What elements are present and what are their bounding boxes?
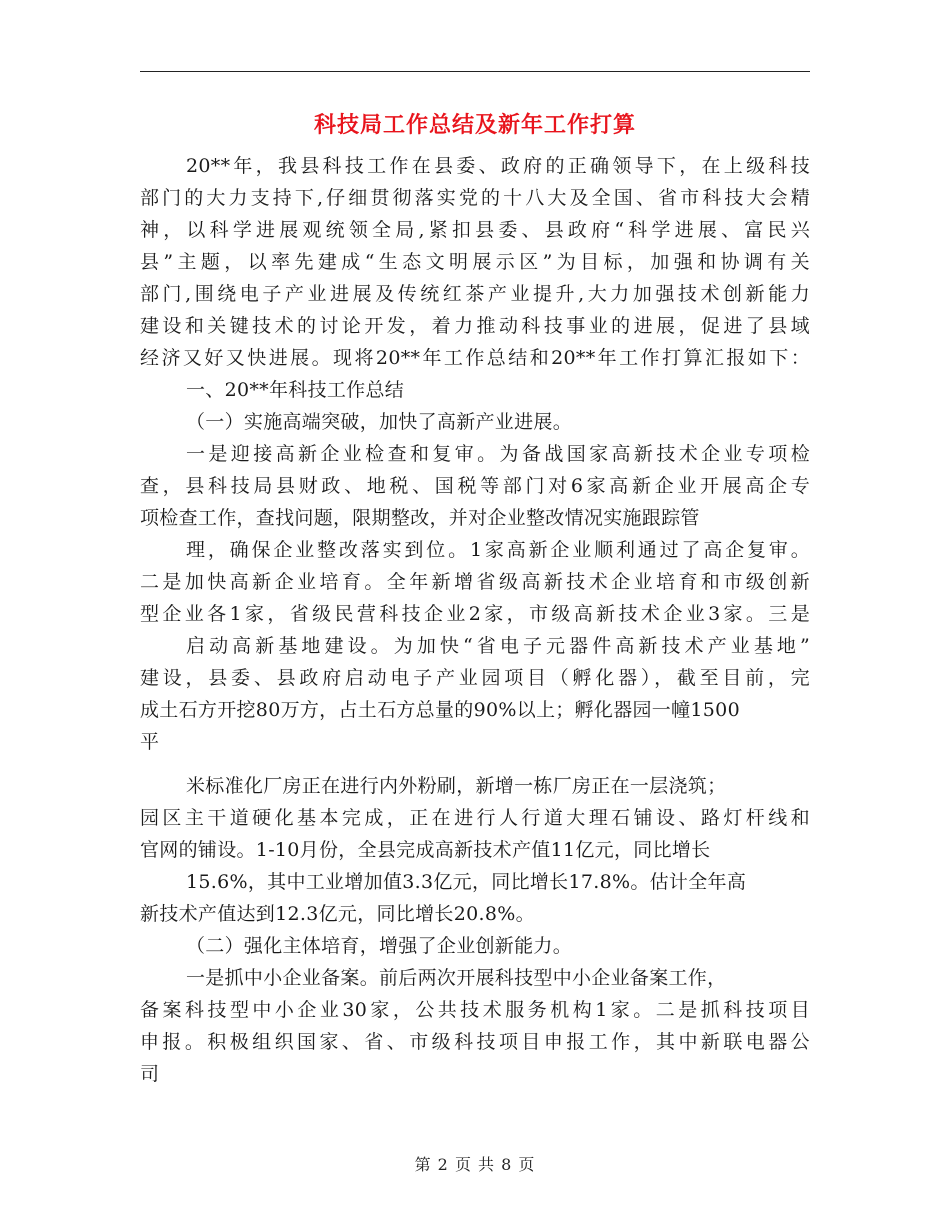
body-line: 型企业各1家，省级民营科技企业2家，市级高新技术企业3家。三是 — [140, 603, 810, 625]
body-line: 一是抓中小企业备案。前后两次开展科技型中小企业备案工作， — [186, 967, 727, 989]
body-line: 园区主干道硬化基本完成，正在进行人行道大理石铺设、路灯杆线和 — [140, 807, 810, 829]
body-line: 二是加快高新企业培育。全年新增省级高新技术企业培育和市级创新 — [140, 571, 810, 593]
body-line: 县”主题，以率先建成“生态文明展示区”为目标，加强和协调有关 — [140, 251, 810, 273]
body-line: 建设，县委、县政府启动电子产业园项目（孵化器），截至目前，完 — [140, 667, 810, 689]
body-line: 申报。积极组织国家、省、市级科技项目申报工作，其中新联电器公 — [140, 1031, 810, 1053]
body-line: 部门的大力支持下,仔细贯彻落实党的十八大及全国、省市科技大会精 — [140, 187, 810, 209]
document-body — [140, 150, 810, 1090]
body-line: 20**年，我县科技工作在县委、政府的正确领导下，在上级科技 — [186, 155, 810, 177]
body-line: 理，确保企业整改落实到位。1家高新企业顺利通过了高企复审。 — [186, 539, 810, 561]
paragraph-gap — [140, 758, 810, 770]
body-line: 项检查工作，查找问题，限期整改，并对企业整改情况实施跟踪管 — [140, 507, 700, 529]
body-line: 米标准化厂房正在进行内外粉刷，新增一栋厂房正在一层浇筑； — [186, 775, 727, 797]
body-line: 平 — [140, 731, 160, 753]
body-line: 经济又好又快进展。现将20**年工作总结和20**年工作打算汇报如下： — [140, 347, 810, 369]
body-line: 新技术产值达到12.3亿元，同比增长20.8%。 — [140, 903, 535, 925]
body-line: 司 — [140, 1063, 160, 1085]
body-line: 成土石方开挖80万方，占土石方总量的90%以上；孵化器园一幢1500 — [140, 699, 740, 721]
body-line: 一是迎接高新企业检查和复审。为备战国家高新技术企业专项检 — [186, 443, 810, 465]
body-line: 部门,围绕电子产业进展及传统红茶产业提升,大力加强技术创新能力 — [140, 283, 810, 305]
body-line: 一、20**年科技工作总结 — [186, 379, 405, 401]
body-line: 查，县科技局县财政、地税、国税等部门对6家高新企业开展高企专 — [140, 475, 810, 497]
body-line: 15.6%，其中工业增加值3.3亿元，同比增长17.8%。估计全年高 — [186, 871, 747, 893]
body-line: 官网的铺设。1-10月份，全县完成高新技术产值11亿元，同比增长 — [140, 839, 711, 861]
document-title: 科技局工作总结及新年工作打算 — [313, 113, 636, 138]
body-line: （一）实施高端突破，加快了高新产业进展。 — [186, 411, 573, 433]
body-line: 启动高新基地建设。为加快“省电子元器件高新技术产业基地” — [186, 635, 810, 657]
body-line: 建设和关键技术的讨论开发，着力推动科技事业的进展，促进了县域 — [140, 315, 810, 337]
page-number: 第 2 页 共 8 页 — [414, 1155, 536, 1174]
header-rule — [140, 71, 810, 72]
body-line: （二）强化主体培育，增强了企业创新能力。 — [186, 935, 573, 957]
body-line: 备案科技型中小企业30家，公共技术服务机构1家。二是抓科技项目 — [140, 999, 810, 1021]
body-line: 神，以科学进展观统领全局,紧扣县委、县政府“科学进展、富民兴 — [140, 219, 810, 241]
